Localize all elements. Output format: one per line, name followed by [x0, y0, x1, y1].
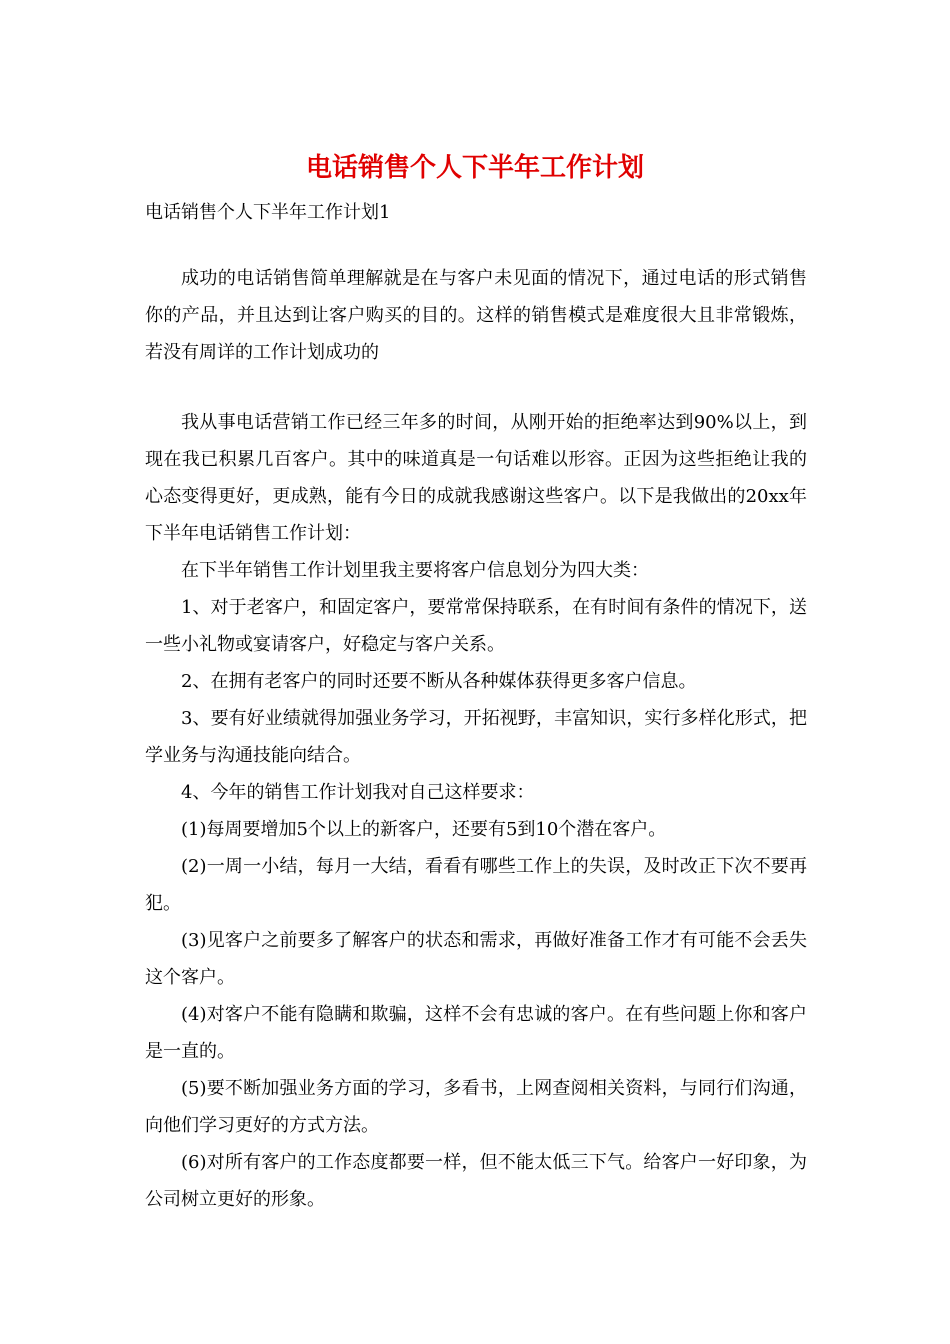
- paragraph: 我从事电话营销工作已经三年多的时间，从刚开始的拒绝率达到90%以上，到现在我已积累几百客户。其中的味道真是一句话难以形容。正因为这些拒绝让我的心态变得更好，更成熟，能有今日的成就我感谢这些客户。以下是我做出的20xx年下半年电话销售工作计划：: [145, 412, 807, 544]
- sub-list-item: (1)每周要增加5个以上的新客户，还要有5到10个潜在客户。: [181, 819, 667, 840]
- list-item: 3、要有好业绩就得加强业务学习，开拓视野，丰富知识，实行多样化形式，把学业务与沟通技能向结合。: [145, 708, 807, 766]
- sub-list-item: (4)对客户不能有隐瞒和欺骗，这样不会有忠诚的客户。在有些问题上你和客户是一直的。: [145, 1004, 807, 1062]
- paragraph: 在下半年销售工作计划里我主要将客户信息划分为四大类：: [181, 560, 649, 581]
- paragraph: 成功的电话销售简单理解就是在与客户未见面的情况下，通过电话的形式销售你的产品，并且达到让客户购买的目的。这样的销售模式是难度很大且非常锻炼，若没有周详的工作计划成功的: [145, 268, 807, 363]
- sub-list-item: (6)对所有客户的工作态度都要一样，但不能太低三下气。给客户一好印象，为公司树立更好的形象。: [145, 1152, 807, 1210]
- sub-list-item: (5)要不断加强业务方面的学习，多看书，上网查阅相关资料，与同行们沟通，向他们学习更好的方式方法。: [145, 1078, 807, 1136]
- document-subtitle: 电话销售个人下半年工作计划1: [145, 202, 391, 223]
- sub-list-item: (2)一周一小结，每月一大结，看看有哪些工作上的失误，及时改正下次不要再犯。: [145, 856, 807, 914]
- sub-list-item: (3)见客户之前要多了解客户的状态和需求，再做好准备工作才有可能不会丢失这个客户。: [145, 930, 807, 988]
- list-item: 4、今年的销售工作计划我对自己这样要求：: [181, 782, 535, 803]
- list-item: 1、对于老客户，和固定客户，要常常保持联系，在有时间有条件的情况下，送一些小礼物或宴请客户，好稳定与客户关系。: [145, 597, 807, 655]
- list-item: 2、在拥有老客户的同时还要不断从各种媒体获得更多客户信息。: [181, 671, 697, 692]
- document-title: 电话销售个人下半年工作计划: [305, 153, 644, 183]
